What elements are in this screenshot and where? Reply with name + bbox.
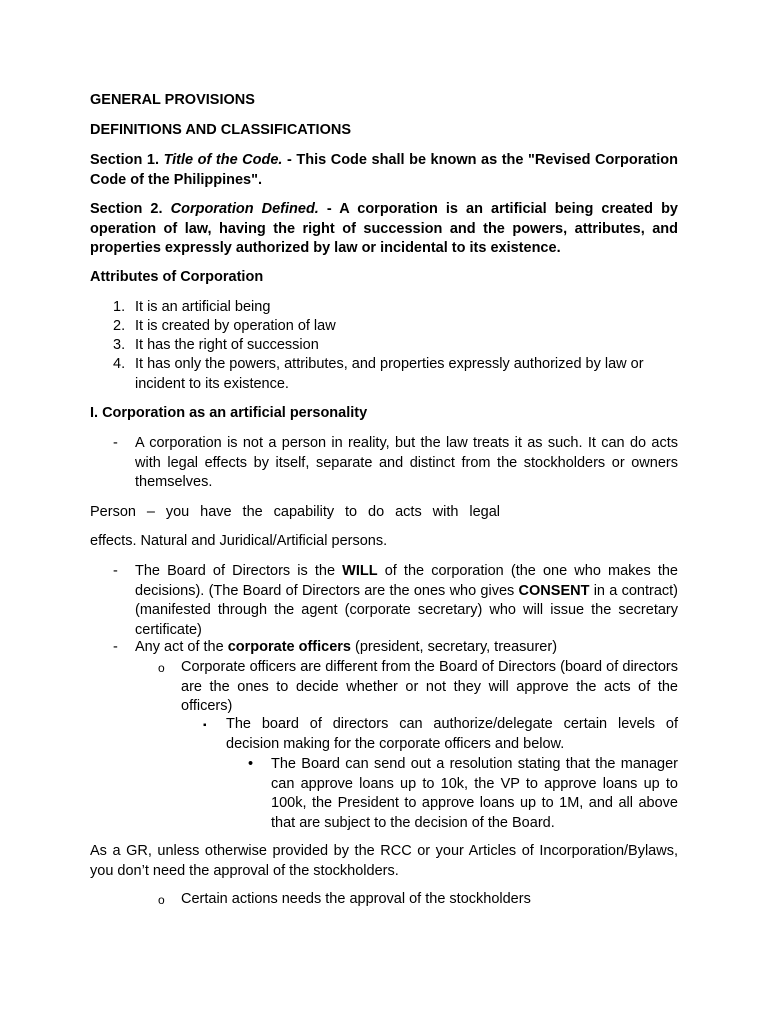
section-1-title: Title of the Code. xyxy=(163,152,283,168)
circle-item-certain-actions: Certain actions needs the approval of the stockholders xyxy=(181,891,531,907)
circle-bullet: o xyxy=(158,893,165,907)
list-number: 4. xyxy=(113,356,126,372)
list-number: 2. xyxy=(113,318,126,334)
list-item: It has the right of succession xyxy=(135,337,319,353)
board-consent: CONSENT xyxy=(518,582,590,599)
circle-item-officers-diff: Corporate officers are different from the Board of Directors (board of directors are the ones to decide whether or not they will approve the acts of the officers) xyxy=(181,659,678,714)
heading-definitions: DEFINITIONS AND CLASSIFICATIONS xyxy=(90,122,351,138)
heading-attributes: Attributes of Corporation xyxy=(90,269,264,285)
square-item-delegate: The board of directors can authorize/delegate certain levels of decision making for the corporate officers and below. xyxy=(226,716,678,752)
section-2-title: Corporation Defined. xyxy=(170,201,319,217)
heading-part-1: I. Corporation as an artificial personality xyxy=(90,405,368,421)
heading-general-provisions: GENERAL PROVISIONS xyxy=(90,92,255,108)
dash-bullet: - xyxy=(113,639,118,655)
list-item: It is created by operation of law xyxy=(135,318,336,334)
dot-item-resolution: The Board can send out a resolution stating that the manager can approve loans up to 10k, the VP to approve loans up to 100k, the President to approve loans up to 1M, and all above that are subject to the decision of the Board. xyxy=(271,756,678,831)
circle-bullet: o xyxy=(158,661,165,675)
section-1-label: Section 1. xyxy=(90,152,160,168)
officers-bold: corporate officers xyxy=(227,639,351,655)
officers-text-b: (president, secretary, treasurer) xyxy=(351,639,558,655)
board-will: WILL xyxy=(342,563,378,579)
dash-bullet: - xyxy=(113,435,118,451)
board-text-b: of the corporation (the one who makes the decisions). (The Board of Directors are the ones who gives xyxy=(135,563,678,599)
square-bullet: ▪ xyxy=(203,720,207,731)
paragraph-gr: As a GR, unless otherwise provided by the RCC or your Articles of Incorporation/Bylaws, you don’t need the approval of the stockholders. xyxy=(90,843,678,879)
section-1-text: - This Code shall be known as the "Revised Corporation Code of the Philippines". xyxy=(90,152,678,188)
board-text-a: The Board of Directors is the xyxy=(135,563,343,579)
section-2 xyxy=(90,200,678,259)
list-item: It has only the powers, attributes, and properties expressly authorized by law or incident to its existence. xyxy=(135,356,644,392)
section-2-label: Section 2. xyxy=(90,201,163,217)
dot-bullet: • xyxy=(248,756,254,772)
dash-item-board xyxy=(135,562,678,640)
dash-item-artificial: A corporation is not a person in reality, but the law treats it as such. It can do acts with legal effects by itself, separate and distinct from the stockholders or owners themselves. xyxy=(135,435,678,490)
section-2-text: - A corporation is an artificial being created by operation of law, having the right of succession and the powers, attributes, and properties expressly authorized by law or incidental to its existence. xyxy=(90,201,678,256)
officers-text-a: Any act of the xyxy=(135,639,228,655)
list-number: 3. xyxy=(113,337,126,353)
board-text-c: in a contract) (manifested through the agent (corporate secretary) who will issue the secretary certificate) xyxy=(135,582,678,638)
dash-item-officers xyxy=(135,638,678,658)
list-item: It is an artificial being xyxy=(135,299,271,315)
person-line-1: Person – you have the capability to do acts with legal xyxy=(90,504,500,520)
dash-bullet: - xyxy=(113,563,118,579)
person-line-2: effects. Natural and Juridical/Artificial persons. xyxy=(90,533,388,549)
list-number: 1. xyxy=(113,299,126,315)
section-1 xyxy=(90,151,678,190)
